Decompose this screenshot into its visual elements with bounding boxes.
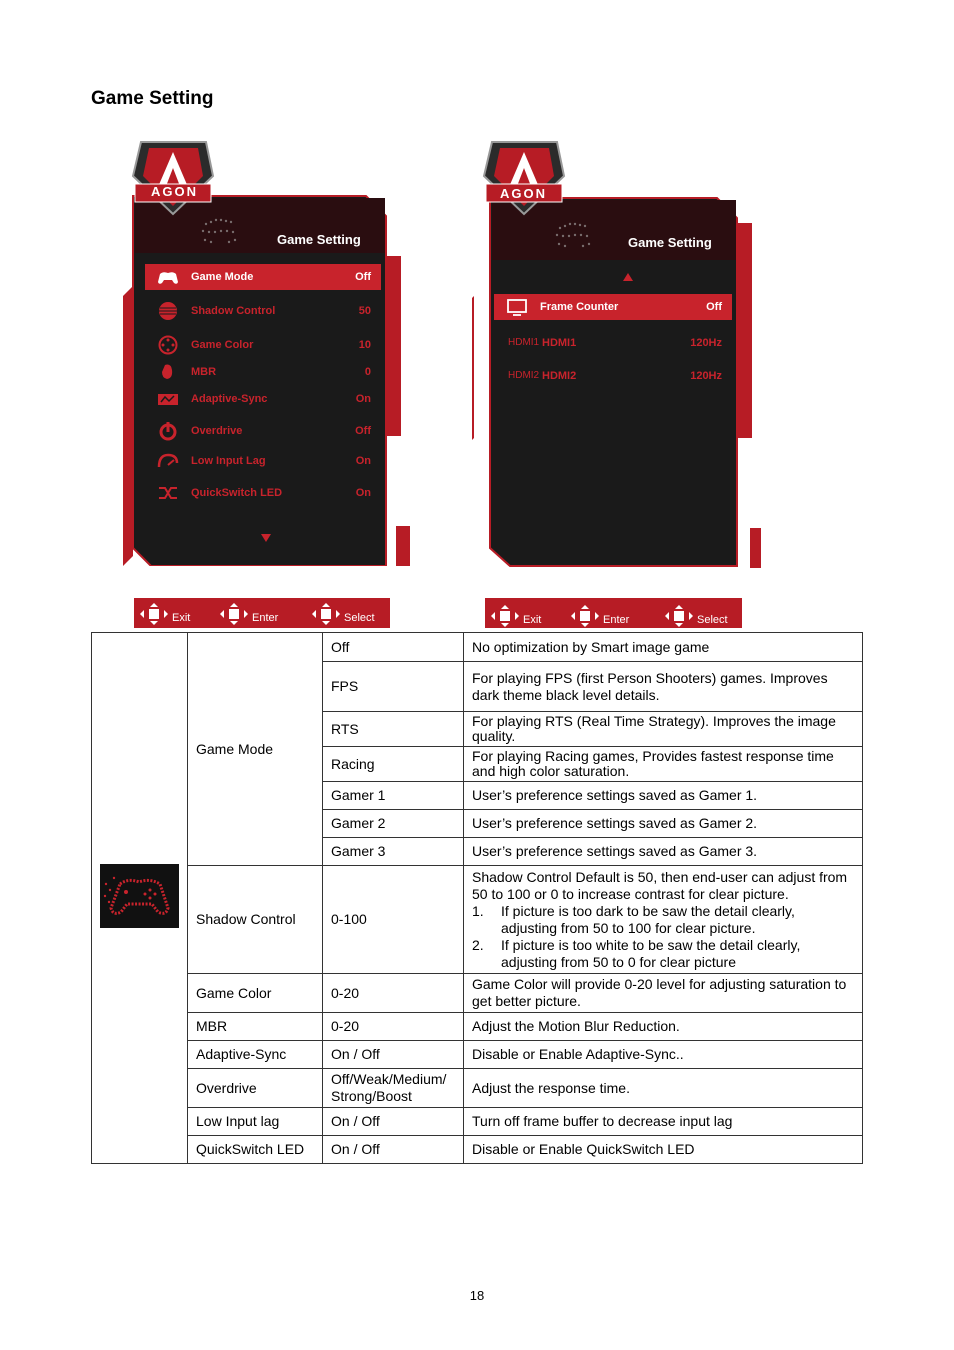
game-mode-desc: User’s preference settings saved as Gamer 2. — [464, 810, 863, 838]
table-row — [92, 1108, 863, 1136]
game-mode-desc: No optimization by Smart image game — [464, 633, 863, 662]
brand-logo: AGON — [151, 184, 198, 199]
setting-desc: Adjust the response time. — [464, 1069, 863, 1108]
osd-item-label: Overdrive — [191, 425, 243, 437]
gamepad-icon — [100, 864, 179, 928]
scroll-up-icon[interactable] — [623, 273, 633, 281]
game-mode-desc: For playing Racing games, Provides fastest response time and high color saturation. — [464, 747, 863, 782]
setting-name: Game Color — [188, 974, 323, 1013]
shadow-control-range: 0-100 — [323, 866, 464, 974]
game-mode-desc: For playing FPS (first Person Shooters) games. Improves dark theme black level details. — [464, 662, 863, 712]
osd-item-label: Game Mode — [191, 271, 254, 283]
setting-desc: Disable or Enable Adaptive-Sync.. — [464, 1041, 863, 1069]
list-item: 2. If picture is too white to be saw the detail clearly, adjusting from 50 to 0 for clear picture — [472, 936, 801, 970]
overdrive-icon — [157, 421, 179, 441]
osd-item-adaptive-sync[interactable] — [145, 386, 381, 412]
table-row — [92, 974, 863, 1013]
setting-desc: Adjust the Motion Blur Reduction. — [464, 1013, 863, 1041]
osd-item-label: HDMI1 — [542, 337, 577, 349]
page-number: 18 — [469, 1288, 485, 1303]
table-row — [92, 866, 863, 974]
osd-item-game-color[interactable] — [145, 332, 381, 358]
osd-item-mbr[interactable] — [145, 359, 381, 385]
osd-item-value: On — [355, 487, 371, 499]
osd-item-value: 0 — [364, 366, 371, 378]
table-row — [92, 1041, 863, 1069]
scroll-down-icon[interactable] — [261, 534, 271, 542]
setting-range: On / Off — [323, 1136, 464, 1164]
game-setting-table — [91, 632, 863, 1164]
setting-name: Adaptive-Sync — [188, 1041, 323, 1069]
setting-name: QuickSwitch LED — [188, 1136, 323, 1164]
setting-range: Off/Weak/Medium/ Strong/Boost — [323, 1069, 464, 1108]
table-row — [92, 1069, 863, 1108]
osd-item-prefix: HDMI2 — [508, 370, 540, 381]
dpad-icon — [140, 603, 168, 625]
setting-range: 0-20 — [323, 1013, 464, 1041]
osd-item-value: On — [355, 393, 371, 405]
setting-name: Overdrive — [188, 1069, 323, 1108]
table-row — [92, 1013, 863, 1041]
osd-header: Game Setting — [628, 235, 712, 250]
osd-item-low-input-lag[interactable] — [145, 448, 381, 474]
game-setting-icon-cell — [92, 633, 188, 1164]
osd-item-overdrive[interactable] — [145, 418, 381, 444]
osd-item-label: Game Color — [191, 339, 254, 351]
monitor-icon — [506, 297, 528, 317]
game-mode-option: FPS — [323, 662, 464, 712]
osd-menu-right — [472, 138, 762, 568]
game-mode-desc: For playing RTS (Real Time Strategy). Improves the image quality. — [464, 712, 863, 747]
dpad-icon — [665, 605, 693, 627]
osd-item-prefix: HDMI1 — [508, 337, 540, 348]
nav-exit[interactable]: Exit — [491, 609, 541, 631]
shadow-icon — [157, 301, 179, 321]
list-item: 1. If picture is too dark to be saw the detail clearly, adjusting from 50 to 100 for clear picture. — [472, 902, 795, 936]
game-mode-option: Off — [323, 633, 464, 662]
osd-item-value: Off — [355, 425, 371, 437]
osd-item-label: Low Input Lag — [191, 455, 266, 467]
table-row — [92, 633, 863, 662]
osd-item-hdmi2[interactable] — [494, 363, 732, 389]
osd-item-label: Frame Counter — [540, 301, 619, 313]
shadow-control-name: Shadow Control — [188, 866, 323, 974]
osd-menu-left — [121, 136, 411, 566]
osd-item-label: HDMI2 — [542, 370, 577, 382]
shadow-control-list — [472, 903, 854, 971]
osd-nav-bar-right — [485, 598, 742, 628]
gamepad-icon — [157, 267, 179, 287]
osd-item-shadow-control[interactable] — [145, 298, 381, 324]
setting-desc: Disable or Enable QuickSwitch LED — [464, 1136, 863, 1164]
adaptive-sync-icon — [157, 389, 179, 409]
setting-name: Low Input lag — [188, 1108, 323, 1136]
game-mode-name: Game Mode — [188, 633, 323, 866]
nav-enter[interactable]: Enter — [220, 607, 278, 629]
osd-item-value: 50 — [358, 305, 371, 317]
osd-item-value: Off — [706, 301, 722, 313]
osd-item-frame-counter[interactable] — [494, 294, 732, 320]
table-row — [92, 1136, 863, 1164]
setting-range: 0-20 — [323, 974, 464, 1013]
osd-header: Game Setting — [277, 232, 361, 247]
nav-enter[interactable]: Enter — [571, 609, 629, 631]
dpad-icon — [571, 605, 599, 627]
game-mode-desc: User’s preference settings saved as Gamer 3. — [464, 838, 863, 866]
nav-select[interactable]: Select — [312, 607, 375, 629]
dpad-icon — [220, 603, 248, 625]
nav-select[interactable]: Select — [665, 609, 728, 631]
setting-name: MBR — [188, 1013, 323, 1041]
page-title: Game Setting — [91, 88, 214, 109]
game-mode-option: Gamer 2 — [323, 810, 464, 838]
osd-item-label: MBR — [191, 366, 217, 378]
palette-icon — [157, 335, 179, 355]
brand-logo: AGON — [500, 186, 547, 201]
osd-item-value: On — [355, 455, 371, 467]
osd-nav-bar-left — [134, 598, 390, 628]
shadow-control-desc: Shadow Control Default is 50, then end-user can adjust from 50 to 100 or 0 to increase contrast for clear picture. 1. If picture is too dark to be saw the detail clearly, adjusting from 50 to 100 for clear picture. 2. If picture is too white to be saw the detail clearly, adjusting from 50 to 0 for clear picture — [464, 866, 863, 974]
shuffle-icon — [157, 483, 179, 503]
nav-exit[interactable]: Exit — [140, 607, 190, 629]
osd-item-value: 10 — [358, 339, 371, 351]
game-mode-option: Gamer 3 — [323, 838, 464, 866]
setting-desc: Game Color will provide 0-20 level for adjusting saturation to get better picture. — [464, 974, 863, 1013]
osd-item-quickswitch-led[interactable] — [145, 480, 381, 506]
osd-item-hdmi1[interactable] — [494, 330, 732, 356]
setting-range: On / Off — [323, 1108, 464, 1136]
dpad-icon — [312, 603, 340, 625]
mbr-icon — [157, 362, 179, 382]
osd-item-value: 120Hz — [690, 370, 722, 382]
setting-range: On / Off — [323, 1041, 464, 1069]
game-mode-option: RTS — [323, 712, 464, 747]
osd-item-game-mode[interactable] — [145, 264, 381, 290]
osd-item-value: Off — [355, 271, 371, 283]
game-mode-desc: User’s preference settings saved as Gamer 1. — [464, 782, 863, 810]
osd-item-label: Adaptive-Sync — [191, 393, 268, 405]
speed-icon — [157, 451, 179, 471]
osd-item-value: 120Hz — [690, 337, 722, 349]
game-mode-option: Gamer 1 — [323, 782, 464, 810]
osd-item-label: Shadow Control — [191, 305, 276, 317]
dpad-icon — [491, 605, 519, 627]
setting-desc: Turn off frame buffer to decrease input lag — [464, 1108, 863, 1136]
game-mode-option: Racing — [323, 747, 464, 782]
osd-item-label: QuickSwitch LED — [191, 487, 283, 499]
